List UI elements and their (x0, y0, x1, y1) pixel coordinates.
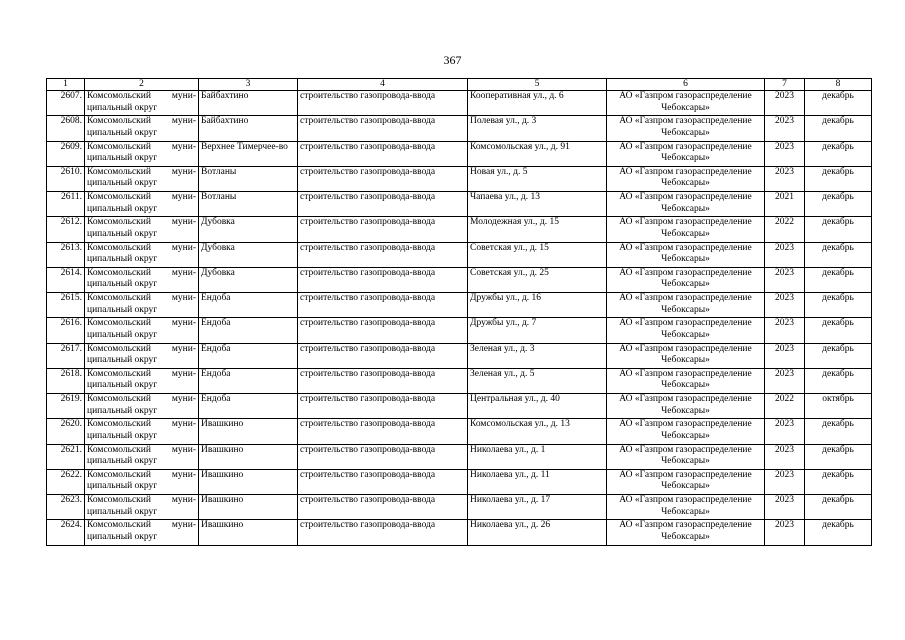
address-cell: Комсомольская ул., д. 91 (468, 141, 607, 166)
district-cell: Комсомольский муни-ципальный округ (85, 394, 199, 419)
district-cell: Комсомольский муни-ципальный округ (85, 520, 199, 545)
work-type-cell: строительство газопровода-ввода (298, 141, 468, 166)
district-cell: Комсомольский муни-ципальный округ (85, 495, 199, 520)
month-cell: декабрь (805, 419, 872, 444)
district-cell: Комсомольский муни-ципальный округ (85, 343, 199, 368)
address-cell: Дружбы ул., д. 7 (468, 318, 607, 343)
year-cell: 2023 (765, 293, 805, 318)
work-type-cell: строительство газопровода-ввода (298, 444, 468, 469)
month-cell: октябрь (805, 394, 872, 419)
row-number-cell: 2619. (47, 394, 85, 419)
district-cell: Комсомольский муни-ципальный округ (85, 469, 199, 494)
organization-cell: АО «Газпром газораспределение Чебоксары» (607, 495, 765, 520)
column-header: 6 (607, 79, 765, 91)
settlement-cell: Байбахтино (199, 91, 298, 116)
work-type-cell: строительство газопровода-ввода (298, 343, 468, 368)
work-type-cell: строительство газопровода-ввода (298, 419, 468, 444)
year-cell: 2023 (765, 242, 805, 267)
year-cell: 2023 (765, 141, 805, 166)
district-cell: Комсомольский муни-ципальный округ (85, 91, 199, 116)
address-cell: Новая ул., д. 5 (468, 166, 607, 191)
district-cell: Комсомольский муни-ципальный округ (85, 217, 199, 242)
month-cell: декабрь (805, 192, 872, 217)
address-cell: Чапаева ул., д. 13 (468, 192, 607, 217)
district-cell: Комсомольский муни-ципальный округ (85, 242, 199, 267)
address-cell: Молодежная ул., д. 15 (468, 217, 607, 242)
district-cell: Комсомольский муни-ципальный округ (85, 267, 199, 292)
table-row (47, 166, 872, 191)
row-number-cell: 2621. (47, 444, 85, 469)
column-header: 7 (765, 79, 805, 91)
year-cell: 2023 (765, 419, 805, 444)
organization-cell: АО «Газпром газораспределение Чебоксары» (607, 520, 765, 545)
work-type-cell: строительство газопровода-ввода (298, 116, 468, 141)
column-header: 8 (805, 79, 872, 91)
month-cell: декабрь (805, 267, 872, 292)
year-cell: 2023 (765, 444, 805, 469)
table-row (47, 217, 872, 242)
month-cell: декабрь (805, 444, 872, 469)
organization-cell: АО «Газпром газораспределение Чебоксары» (607, 141, 765, 166)
settlement-cell: Ендоба (199, 394, 298, 419)
organization-cell: АО «Газпром газораспределение Чебоксары» (607, 91, 765, 116)
year-cell: 2023 (765, 469, 805, 494)
organization-cell: АО «Газпром газораспределение Чебоксары» (607, 318, 765, 343)
table-row (47, 318, 872, 343)
work-type-cell: строительство газопровода-ввода (298, 267, 468, 292)
district-cell: Комсомольский муни-ципальный округ (85, 116, 199, 141)
district-cell: Комсомольский муни-ципальный округ (85, 166, 199, 191)
year-cell: 2023 (765, 368, 805, 393)
settlement-cell: Дубовка (199, 267, 298, 292)
column-header: 5 (468, 79, 607, 91)
settlement-cell: Байбахтино (199, 116, 298, 141)
organization-cell: АО «Газпром газораспределение Чебоксары» (607, 116, 765, 141)
settlement-cell: Дубовка (199, 242, 298, 267)
year-cell: 2022 (765, 217, 805, 242)
year-cell: 2023 (765, 495, 805, 520)
row-number-cell: 2609. (47, 141, 85, 166)
row-number-cell: 2616. (47, 318, 85, 343)
organization-cell: АО «Газпром газораспределение Чебоксары» (607, 166, 765, 191)
month-cell: декабрь (805, 495, 872, 520)
month-cell: декабрь (805, 318, 872, 343)
year-cell: 2023 (765, 116, 805, 141)
settlement-cell: Вотланы (199, 192, 298, 217)
row-number-cell: 2612. (47, 217, 85, 242)
address-cell: Центральная ул., д. 40 (468, 394, 607, 419)
organization-cell: АО «Газпром газораспределение Чебоксары» (607, 293, 765, 318)
address-cell: Зеленая ул., д. 3 (468, 343, 607, 368)
row-number-cell: 2624. (47, 520, 85, 545)
settlement-cell: Ивашкино (199, 419, 298, 444)
district-cell: Комсомольский муни-ципальный округ (85, 368, 199, 393)
table-row (47, 116, 872, 141)
address-cell: Зеленая ул., д. 5 (468, 368, 607, 393)
year-cell: 2023 (765, 520, 805, 545)
work-type-cell: строительство газопровода-ввода (298, 166, 468, 191)
table-body (47, 91, 872, 546)
organization-cell: АО «Газпром газораспределение Чебоксары» (607, 394, 765, 419)
organization-cell: АО «Газпром газораспределение Чебоксары» (607, 444, 765, 469)
row-number-cell: 2611. (47, 192, 85, 217)
work-type-cell: строительство газопровода-ввода (298, 469, 468, 494)
address-cell: Николаева ул., д. 1 (468, 444, 607, 469)
settlement-cell: Ивашкино (199, 469, 298, 494)
month-cell: декабрь (805, 520, 872, 545)
year-cell: 2022 (765, 394, 805, 419)
row-number-cell: 2608. (47, 116, 85, 141)
year-cell: 2023 (765, 343, 805, 368)
address-cell: Советская ул., д. 15 (468, 242, 607, 267)
month-cell: декабрь (805, 217, 872, 242)
row-number-cell: 2618. (47, 368, 85, 393)
month-cell: декабрь (805, 166, 872, 191)
organization-cell: АО «Газпром газораспределение Чебоксары» (607, 469, 765, 494)
organization-cell: АО «Газпром газораспределение Чебоксары» (607, 419, 765, 444)
address-cell: Николаева ул., д. 11 (468, 469, 607, 494)
settlement-cell: Ендоба (199, 318, 298, 343)
settlement-cell: Дубовка (199, 217, 298, 242)
settlement-cell: Ивашкино (199, 520, 298, 545)
table-row (47, 267, 872, 292)
address-cell: Кооперативная ул., д. 6 (468, 91, 607, 116)
district-cell: Комсомольский муни-ципальный округ (85, 318, 199, 343)
work-type-cell: строительство газопровода-ввода (298, 318, 468, 343)
work-type-cell: строительство газопровода-ввода (298, 293, 468, 318)
month-cell: декабрь (805, 116, 872, 141)
column-header: 3 (199, 79, 298, 91)
work-type-cell: строительство газопровода-ввода (298, 192, 468, 217)
column-header: 2 (85, 79, 199, 91)
organization-cell: АО «Газпром газораспределение Чебоксары» (607, 267, 765, 292)
table-row (47, 495, 872, 520)
row-number-cell: 2614. (47, 267, 85, 292)
organization-cell: АО «Газпром газораспределение Чебоксары» (607, 242, 765, 267)
column-header: 4 (298, 79, 468, 91)
organization-cell: АО «Газпром газораспределение Чебоксары» (607, 343, 765, 368)
row-number-cell: 2607. (47, 91, 85, 116)
work-type-cell: строительство газопровода-ввода (298, 495, 468, 520)
row-number-cell: 2623. (47, 495, 85, 520)
work-type-cell: строительство газопровода-ввода (298, 394, 468, 419)
table-row (47, 192, 872, 217)
table-row (47, 368, 872, 393)
month-cell: декабрь (805, 469, 872, 494)
organization-cell: АО «Газпром газораспределение Чебоксары» (607, 217, 765, 242)
column-number-row (47, 79, 872, 91)
settlement-cell: Вотланы (199, 166, 298, 191)
year-cell: 2023 (765, 166, 805, 191)
table-row (47, 242, 872, 267)
row-number-cell: 2613. (47, 242, 85, 267)
district-cell: Комсомольский муни-ципальный округ (85, 192, 199, 217)
month-cell: декабрь (805, 242, 872, 267)
year-cell: 2023 (765, 267, 805, 292)
row-number-cell: 2620. (47, 419, 85, 444)
month-cell: декабрь (805, 91, 872, 116)
table-row (47, 343, 872, 368)
settlement-cell: Ивашкино (199, 444, 298, 469)
column-header: 1 (47, 79, 85, 91)
work-type-cell: строительство газопровода-ввода (298, 91, 468, 116)
address-cell: Николаева ул., д. 26 (468, 520, 607, 545)
settlement-cell: Ивашкино (199, 495, 298, 520)
row-number-cell: 2615. (47, 293, 85, 318)
settlement-cell: Ендоба (199, 368, 298, 393)
district-cell: Комсомольский муни-ципальный округ (85, 419, 199, 444)
table-row (47, 444, 872, 469)
row-number-cell: 2617. (47, 343, 85, 368)
organization-cell: АО «Газпром газораспределение Чебоксары» (607, 192, 765, 217)
settlement-cell: Ендоба (199, 293, 298, 318)
district-cell: Комсомольский муни-ципальный округ (85, 444, 199, 469)
table-row (47, 293, 872, 318)
district-cell: Комсомольский муни-ципальный округ (85, 141, 199, 166)
year-cell: 2023 (765, 318, 805, 343)
address-cell: Дружбы ул., д. 16 (468, 293, 607, 318)
month-cell: декабрь (805, 343, 872, 368)
month-cell: декабрь (805, 293, 872, 318)
page-number: 367 (443, 53, 462, 67)
settlement-cell: Верхнее Тимерчее-во (199, 141, 298, 166)
register-table (46, 78, 872, 546)
table-row (47, 419, 872, 444)
work-type-cell: строительство газопровода-ввода (298, 368, 468, 393)
table-row (47, 91, 872, 116)
table-row (47, 141, 872, 166)
year-cell: 2023 (765, 91, 805, 116)
work-type-cell: строительство газопровода-ввода (298, 217, 468, 242)
work-type-cell: строительство газопровода-ввода (298, 242, 468, 267)
row-number-cell: 2610. (47, 166, 85, 191)
district-cell: Комсомольский муни-ципальный округ (85, 293, 199, 318)
organization-cell: АО «Газпром газораспределение Чебоксары» (607, 368, 765, 393)
address-cell: Советская ул., д. 25 (468, 267, 607, 292)
table-row (47, 394, 872, 419)
work-type-cell: строительство газопровода-ввода (298, 520, 468, 545)
settlement-cell: Ендоба (199, 343, 298, 368)
month-cell: декабрь (805, 368, 872, 393)
table-row (47, 469, 872, 494)
address-cell: Комсомольская ул., д. 13 (468, 419, 607, 444)
table-row (47, 520, 872, 545)
address-cell: Полевая ул., д. 3 (468, 116, 607, 141)
address-cell: Николаева ул., д. 17 (468, 495, 607, 520)
row-number-cell: 2622. (47, 469, 85, 494)
month-cell: декабрь (805, 141, 872, 166)
year-cell: 2021 (765, 192, 805, 217)
